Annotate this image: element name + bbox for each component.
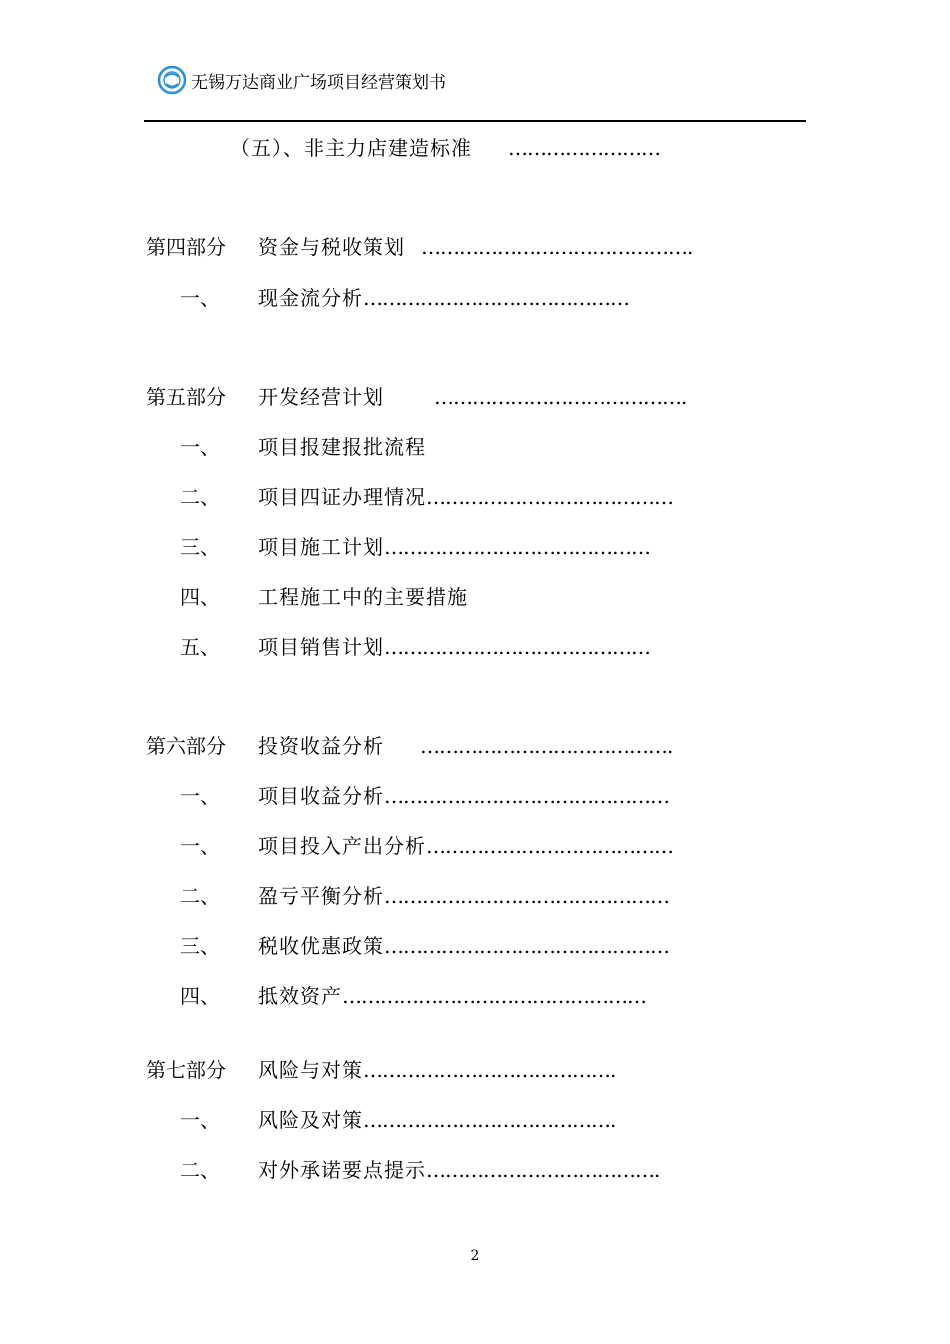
toc-leader: …………………………………. bbox=[363, 1058, 616, 1082]
header-divider bbox=[144, 120, 806, 122]
toc-entry-number: 二、 bbox=[180, 1158, 220, 1182]
toc-entry-number: 三、 bbox=[180, 934, 220, 958]
toc-entry-title: 现金流分析 bbox=[258, 286, 363, 310]
toc-entry-title: 工程施工中的主要措施 bbox=[258, 585, 468, 609]
toc-entry-title: 风险及对策 bbox=[258, 1108, 363, 1132]
toc-leader: ………………………………………… bbox=[342, 984, 646, 1008]
toc-entry-title: 抵效资产 bbox=[258, 984, 342, 1008]
toc-leader: ……………………………………. bbox=[421, 235, 693, 259]
toc-entry-title: 项目收益分析 bbox=[258, 784, 384, 808]
toc-entry-number: 一、 bbox=[180, 1108, 220, 1132]
toc-entry-number: 五、 bbox=[180, 635, 220, 659]
toc-entry-title: 项目四证办理情况 bbox=[258, 485, 426, 509]
toc-entry-title: 项目施工计划 bbox=[258, 535, 384, 559]
toc-entry-title: 盈亏平衡分析 bbox=[258, 884, 384, 908]
toc-entry-title: 对外承诺要点提示 bbox=[258, 1158, 426, 1182]
toc-leader: …………………………………. bbox=[420, 734, 673, 758]
toc-part-label: 第七部分 bbox=[146, 1058, 226, 1082]
toc-entry-number: 二、 bbox=[180, 884, 220, 908]
toc-entry-number: 一、 bbox=[180, 435, 220, 459]
toc-entry-number: 一、 bbox=[180, 784, 220, 808]
toc-leader: …………………………………… bbox=[384, 635, 650, 659]
toc-leader: ……………………………………… bbox=[384, 784, 669, 808]
document-header bbox=[157, 64, 446, 96]
toc-leader: ………………………………… bbox=[426, 485, 673, 509]
toc-part-title: 资金与税收策划 bbox=[258, 235, 405, 259]
toc-leader: …………………… bbox=[508, 136, 660, 160]
toc-part-title: 投资收益分析 bbox=[258, 734, 384, 758]
toc-leader: …………………………………. bbox=[363, 1108, 616, 1132]
toc-leader: ………………………………. bbox=[426, 1158, 660, 1182]
toc-leader: ……………………………………… bbox=[384, 934, 669, 958]
toc-entry-title: 税收优惠政策 bbox=[258, 934, 384, 958]
toc-entry-number: 二、 bbox=[180, 485, 220, 509]
toc-leader: ………………………………… bbox=[426, 834, 673, 858]
page-number: 2 bbox=[470, 1248, 480, 1264]
toc-leader: ……………………………………… bbox=[384, 884, 669, 908]
toc-part-title: 风险与对策 bbox=[258, 1058, 363, 1082]
toc-entry-title: 项目投入产出分析 bbox=[258, 834, 426, 858]
toc-part-label: 第六部分 bbox=[146, 734, 226, 758]
toc-entry-number: 三、 bbox=[180, 535, 220, 559]
toc-entry-title: （五）、非主力店建造标准 bbox=[230, 136, 472, 160]
toc-entry-number: 一、 bbox=[180, 834, 220, 858]
toc-leader: …………………………………… bbox=[384, 535, 650, 559]
toc-leader: …………………………………… bbox=[363, 286, 629, 310]
toc-entry-title: 项目报建报批流程 bbox=[258, 435, 426, 459]
toc-leader: …………………………………. bbox=[434, 385, 687, 409]
toc-entry-number: 一、 bbox=[180, 286, 220, 310]
toc-part-title: 开发经营计划 bbox=[258, 385, 384, 409]
header-title: 无锡万达商业广场项目经营策划书 bbox=[191, 72, 446, 93]
wanda-logo-icon bbox=[157, 65, 187, 95]
toc-entry-number: 四、 bbox=[180, 585, 220, 609]
toc-entry-number: 四、 bbox=[180, 984, 220, 1008]
toc-entry-title: 项目销售计划 bbox=[258, 635, 384, 659]
toc-part-label: 第四部分 bbox=[146, 235, 226, 259]
toc-part-label: 第五部分 bbox=[146, 385, 226, 409]
